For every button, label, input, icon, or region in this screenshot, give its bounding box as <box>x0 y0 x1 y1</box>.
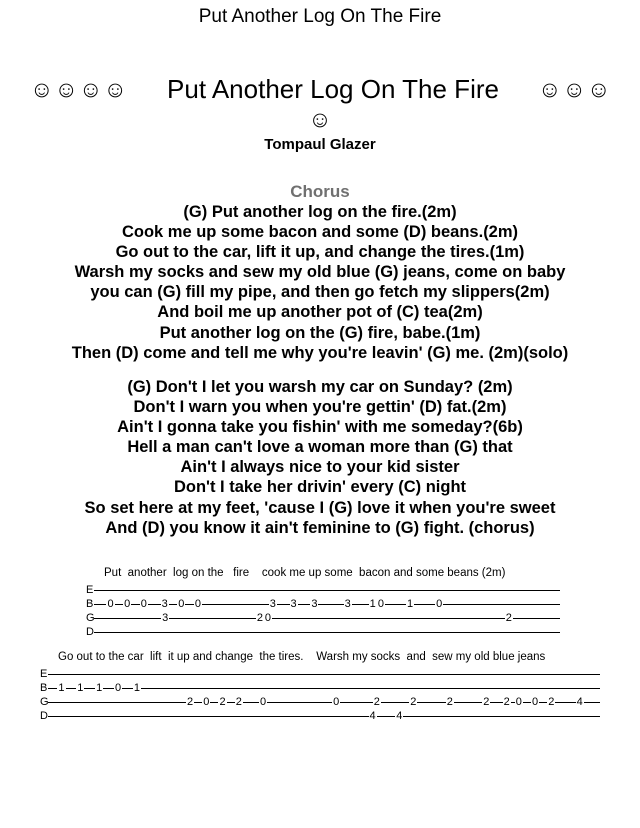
fret-number: 3 <box>311 598 318 610</box>
fret-number: 0 <box>264 612 271 624</box>
string-label: B <box>86 598 94 610</box>
fret-number: 0 <box>140 598 147 610</box>
fret-number: 3 <box>162 612 169 624</box>
lyric-line: Hell a man can't love a woman more than (G) that <box>127 438 513 457</box>
lyric-line: Ain't I always nice to your kid sister <box>180 458 460 477</box>
fret-number: 2 <box>187 696 194 708</box>
tab-string-d <box>86 625 560 639</box>
tab-string-g <box>86 611 560 625</box>
fret-number: 0 <box>178 598 185 610</box>
fret-number: 0 <box>515 696 522 708</box>
fret-number: 1 <box>369 598 376 610</box>
fret-number: 4 <box>396 710 403 722</box>
fret-number: 0 <box>194 598 201 610</box>
fret-number: 2 <box>483 696 490 708</box>
lyric-line: you can (G) fill my pipe, and then go fetch my slippers(2m) <box>90 283 550 302</box>
string-label: G <box>40 696 49 708</box>
tab-string-d <box>40 709 600 723</box>
string-label: E <box>40 668 48 680</box>
tab-string-e <box>86 583 560 597</box>
tab-lyrics: Put another log on the fire cook me up some bacon and some beans (2m) <box>104 567 506 579</box>
string-label: D <box>86 626 94 638</box>
string-notes <box>48 695 600 709</box>
string-notes <box>48 709 600 723</box>
string-notes <box>94 583 560 597</box>
chorus-lyrics <box>0 202 640 363</box>
tablature-2 <box>40 651 600 723</box>
string-notes <box>94 611 560 625</box>
lyric-line: Then (D) come and tell me why you're leavin' (G) me. (2m)(solo) <box>71 343 569 362</box>
fret-number: 1 <box>58 682 65 694</box>
fret-number: 0 <box>436 598 443 610</box>
fret-number: 2 <box>219 696 226 708</box>
smiley-icons-left: ☺☺☺☺ <box>30 76 128 102</box>
string-label: G <box>86 612 95 624</box>
chorus-heading: Chorus <box>290 182 350 201</box>
string-notes <box>94 597 560 611</box>
song-title: Put Another Log On The Fire <box>167 74 499 104</box>
verse-lyrics <box>0 377 640 538</box>
fret-number: 1 <box>133 682 141 694</box>
string-label: B <box>40 682 48 694</box>
string-notes <box>94 625 560 639</box>
lyric-line: Don't I warn you when you're gettin' (D) fat.(2m) <box>133 398 507 417</box>
string-label: E <box>86 584 94 596</box>
fret-number: 2 <box>505 612 512 624</box>
smiley-icons-right: ☺☺☺ <box>538 76 612 102</box>
fret-number: 0 <box>333 696 340 708</box>
tab-string-b <box>86 597 560 611</box>
fret-number: 0 <box>532 696 539 708</box>
lyric-line: And boil me up another pot of (C) tea(2m) <box>157 303 483 322</box>
fret-number: 0 <box>124 598 131 610</box>
lyric-line: Put another log on the (G) fire, babe.(1m) <box>159 323 481 342</box>
fret-number: 2 <box>548 696 555 708</box>
song-header <box>0 74 640 106</box>
smiley-icon-center: ☺ <box>308 106 332 132</box>
lyric-line: Ain't I gonna take you fishin' with me someday?(6b) <box>117 418 523 437</box>
tablature-1 <box>86 567 560 639</box>
fret-number: 3 <box>290 598 297 610</box>
fret-number: 2 <box>256 612 264 624</box>
lyric-line: (G) Put another log on the fire.(2m) <box>183 203 457 221</box>
fret-number: 1 <box>77 682 84 694</box>
fret-number: 3 <box>161 598 168 610</box>
string-label: D <box>40 710 48 722</box>
lyric-line: Cook me up some bacon and some (D) beans.(2m) <box>121 223 519 242</box>
fret-number: 0 <box>203 696 210 708</box>
tab-string-e <box>40 667 600 681</box>
lyric-line: (G) Don't I let you warsh my car on Sunday? (2m) <box>127 378 513 396</box>
tab-lyrics: Go out to the car lift it up and change the tires. Warsh my socks and sew my old blue jeans <box>58 651 546 663</box>
fret-number: 2 <box>410 696 417 708</box>
fret-number: 2 <box>373 696 380 708</box>
lyric-line: Warsh my socks and sew my old blue (G) jeans, come on baby <box>74 263 566 282</box>
page-title: Put Another Log On The Fire <box>198 6 442 27</box>
lyric-line: So set here at my feet, 'cause I (G) love it when you're sweet <box>84 498 556 517</box>
lyric-line: Don't I take her drivin' every (C) night <box>173 478 467 497</box>
fret-number: 3 <box>269 598 276 610</box>
fret-number: 0 <box>260 696 267 708</box>
fret-number: 1 <box>96 682 103 694</box>
string-notes <box>48 667 600 681</box>
lyric-line: Go out to the car, lift it up, and change the tires.(1m) <box>115 243 525 262</box>
fret-number: 2 <box>235 696 242 708</box>
fret-number: 3 <box>344 598 351 610</box>
fret-number: 2 <box>503 696 510 708</box>
fret-number: 1 <box>407 598 414 610</box>
fret-number: 0 <box>107 598 114 610</box>
fret-number: 4 <box>369 710 376 722</box>
string-notes <box>48 681 600 695</box>
tab-string-b <box>40 681 600 695</box>
fret-number: 0 <box>115 682 122 694</box>
author: Tompaul Glazer <box>264 136 376 153</box>
tab-string-g <box>40 695 600 709</box>
fret-number: 2 <box>446 696 453 708</box>
fret-number: 0 <box>377 598 385 610</box>
lyric-line: And (D) you know it ain't feminine to (G) fight. (chorus) <box>105 518 535 537</box>
fret-number: 4 <box>576 696 583 708</box>
